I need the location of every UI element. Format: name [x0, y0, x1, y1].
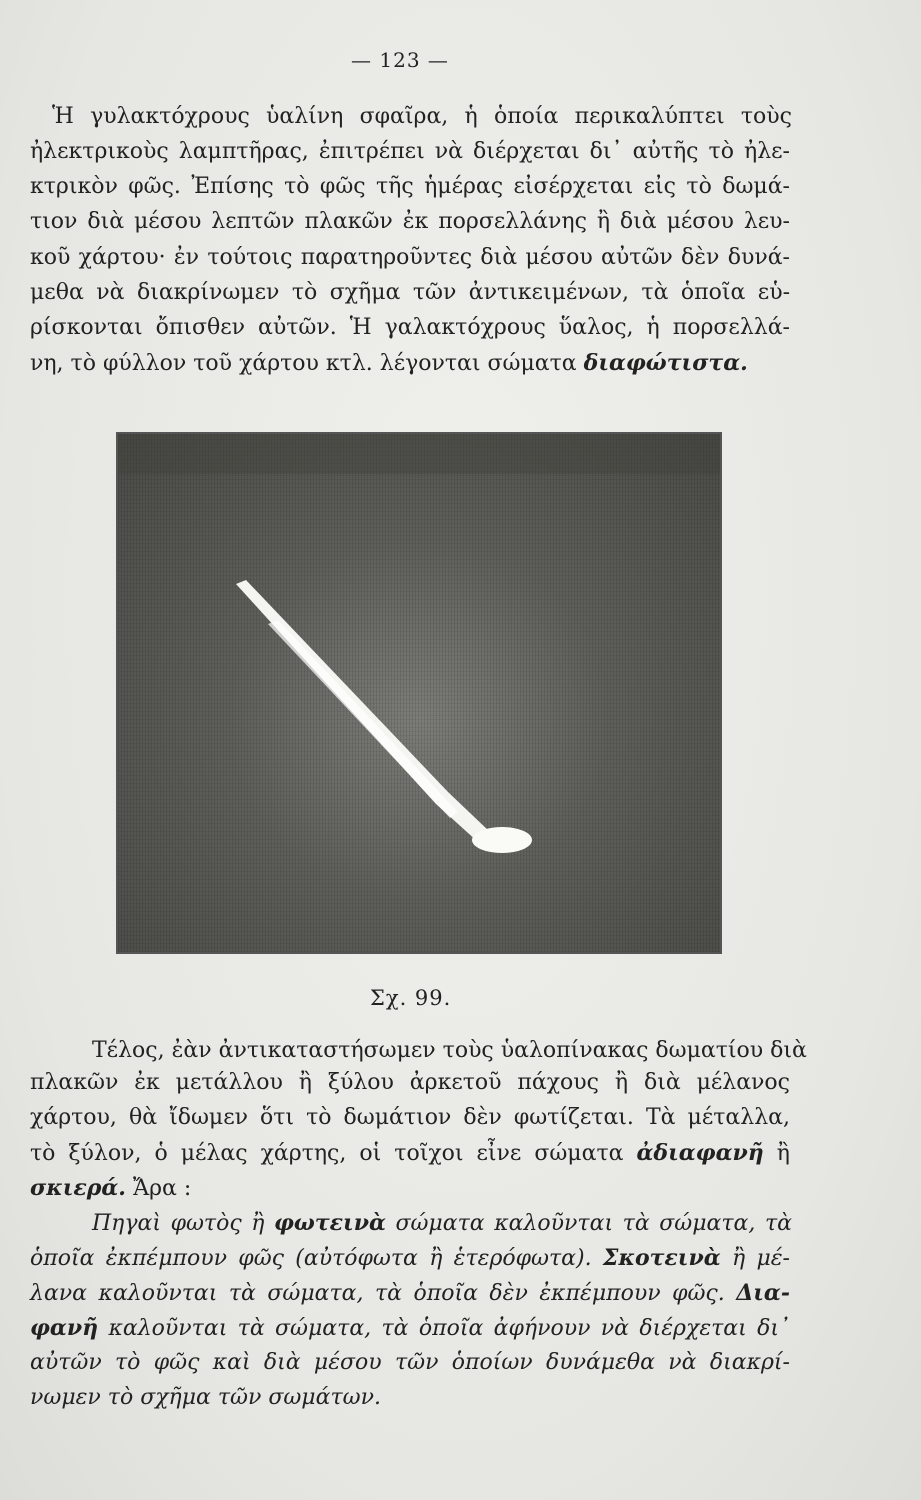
- light-beam-drawing: [118, 434, 720, 952]
- text-line: [30, 1140, 790, 1167]
- term-diaphotista: διαφώτιστα.: [583, 350, 748, 376]
- text-line: ἠλεκτρικοὺς λαμπτῆρας, ἐπιτρέπει νὰ διέρχεται δι᾽ αὐτῆς τὸ ἠλε-: [30, 139, 790, 164]
- definition-line: νωμεν τὸ σχῆμα τῶν σωμάτων.: [30, 1385, 381, 1410]
- text-line: τιον διὰ μέσου λεπτῶν πλακῶν ἐκ πορσελλάνης ἢ διὰ μέσου λευ-: [30, 209, 790, 234]
- definition-line: [30, 1280, 790, 1307]
- text-segment: σώματα καλοῦνται τὰ σώματα, τὰ: [385, 1211, 792, 1236]
- text-line: πλακῶν ἐκ μετάλλου ἢ ξύλου ἀρκετοῦ πάχους ἢ διὰ μέλανος: [30, 1070, 790, 1095]
- text-segment: ἢ: [763, 1141, 790, 1166]
- definition-line: αὐτῶν τὸ φῶς καὶ διὰ μέσου τῶν ὁποίων δυνάμεθα νὰ διακρί-: [30, 1350, 790, 1375]
- text-line: μεθα νὰ διακρίνωμεν τὸ σχῆμα τῶν ἀντικειμένων, τὰ ὁποῖα εὑ-: [30, 280, 790, 305]
- text-segment: ὁποῖα ἐκπέμπουν φῶς (αὐτόφωτα ἢ ἑτερόφωτα).: [30, 1246, 603, 1271]
- text-segment: τὸ ξύλον, ὁ μέλας χάρτης, οἱ τοῖχοι εἶνε σώματα: [30, 1141, 637, 1166]
- light-beam-core: [268, 620, 458, 818]
- light-spot: [472, 827, 532, 853]
- term-diaphani-start: Δια-: [736, 1280, 790, 1306]
- text-segment: καλοῦνται τὰ σώματα, τὰ ὁποῖα ἀφήνουν νὰ διέρχεται δι᾽: [98, 1316, 790, 1341]
- definition-line: [92, 1210, 792, 1237]
- page-number: — 123 —: [351, 48, 449, 72]
- text-segment: λανα καλοῦνται τὰ σώματα, τὰ ὁποῖα δὲν ἐκπέμπουν φῶς.: [30, 1281, 737, 1306]
- term-diaphani-end: φανῆ: [30, 1315, 99, 1341]
- text-line: Τέλος, ἐὰν ἀντικαταστήσωμεν τοὺς ὑαλοπίνακας δωματίου διὰ: [92, 1038, 807, 1063]
- text-segment: ἢ μέ-: [720, 1246, 790, 1271]
- term-skiera: σκιερά.: [30, 1175, 126, 1201]
- term-photeina: φωτεινὰ: [274, 1210, 386, 1236]
- text-segment: Ἄρα :: [125, 1176, 192, 1201]
- text-line: κτρικὸν φῶς. Ἐπίσης τὸ φῶς τῆς ἡμέρας εἰσέρχεται εἰς τὸ δωμά-: [30, 174, 790, 199]
- definition-line: [30, 1245, 790, 1272]
- figure-caption: Σχ. 99.: [370, 986, 452, 1010]
- text-line: χάρτου, θὰ ἴδωμεν ὅτι τὸ δωμάτιον δὲν φωτίζεται. Τὰ μέταλλα,: [30, 1105, 790, 1130]
- text-line: κοῦ χάρτου· ἐν τούτοις παρατηροῦντες διὰ μέσου αὐτῶν δὲν δυνά-: [30, 245, 790, 270]
- text-segment: Πηγαὶ φωτὸς ἢ: [92, 1211, 275, 1236]
- term-skoteina: Σκοτεινὰ: [602, 1245, 721, 1271]
- text-line: [30, 1175, 790, 1202]
- text-line-last: [30, 350, 790, 377]
- term-adiaphani: ἀδιαφανῆ: [636, 1140, 764, 1166]
- top-shading: [118, 434, 720, 474]
- text-segment: νη, τὸ φύλλον τοῦ χάρτου κτλ. λέγονται σώματα: [30, 351, 584, 376]
- figure-light-beam-illustration: [116, 432, 722, 954]
- text-line: ρίσκονται ὄπισθεν αὐτῶν. Ἡ γαλακτόχρους ὕαλος, ἡ πορσελλά-: [30, 315, 790, 340]
- text-line: Ἡ γυλακτόχρους ὑαλίνη σφαῖρα, ἡ ὁποία περικαλύπτει τοὺς: [52, 104, 792, 129]
- definition-line: [30, 1315, 790, 1342]
